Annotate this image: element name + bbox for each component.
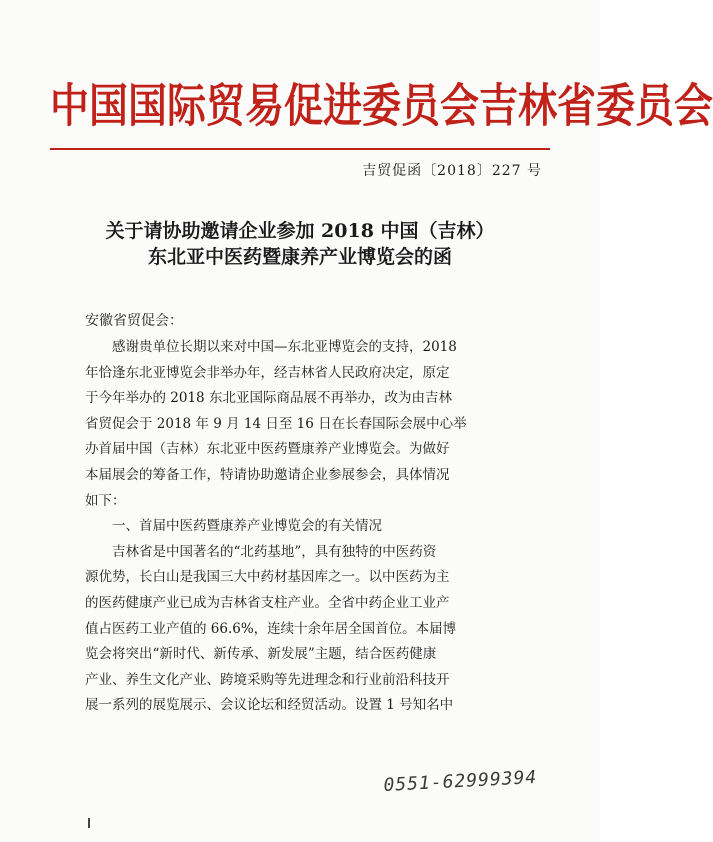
header-divider [50, 148, 550, 150]
document-title-line-2: 东北亚中医药暨康养产业博览会的函 [147, 246, 452, 268]
body-line: 产业、养生文化产业、跨境采购等先进理念和行业前沿科技开 [85, 671, 450, 688]
document-title-line-1: 关于请协助邀请企业参加 2018 中国（吉林） [105, 220, 495, 242]
organization-header: 中国国际贸易促进委员会吉林省委员会 [50, 79, 713, 134]
body-line: 如下： [85, 492, 126, 509]
body-line: 感谢贵单位长期以来对中国—东北亚博览会的支持，2018 [85, 339, 457, 355]
document-number: 吉贸促函〔2018〕227 号 [362, 163, 542, 179]
recipient: 安徽省贸促会： [85, 313, 183, 329]
body-line: 吉林省是中国著名的“北药基地”，具有独特的中医药资 [85, 543, 437, 560]
body-line: 值占医药工业产值的 66.6%，连续十余年居全国首位。本届博 [85, 620, 457, 637]
body-line: 于今年举办的 2018 东北亚国际商品展不再举办，改为由吉林 [85, 390, 452, 407]
section-heading: 一、首届中医药暨康养产业博览会的有关情况 [85, 518, 382, 535]
body-line: 的医药健康产业已成为吉林省支柱产业。全省中药企业工业产 [85, 594, 450, 611]
document-title [60, 218, 540, 270]
page-mark [88, 818, 90, 828]
body-line: 本届展会的筹备工作，特请协助邀请企业参展参会，具体情况 [85, 466, 450, 483]
handwritten-phone-number: 0551-62999394 [383, 766, 538, 796]
body-line: 展一系列的展览展示、会议论坛和经贸活动。设置 1 号知名中 [85, 697, 454, 714]
body-line: 省贸促会于 2018 年 9 月 14 日至 16 日在长春国际会展中心举 [85, 415, 467, 432]
body-line: 办首届中国（吉林）东北亚中医药暨康养产业博览会。为做好 [85, 441, 450, 458]
body-line: 览会将突出“新时代、新传承、新发展”主题，结合医药健康 [85, 646, 437, 663]
body-line: 年恰逢东北亚博览会非举办年，经吉林省人民政府决定，原定 [85, 364, 450, 381]
letter-body [85, 335, 515, 719]
body-line: 源优势，长白山是我国三大中药材基因库之一。以中医药为主 [85, 569, 450, 586]
